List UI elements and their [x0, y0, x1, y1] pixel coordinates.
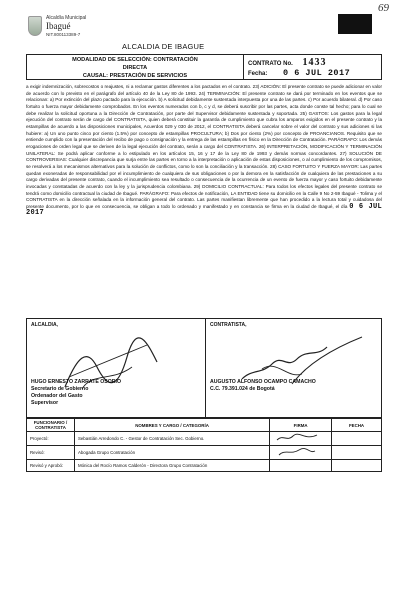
row-role: Revisó y Aprobó: — [27, 460, 75, 472]
row-signature — [270, 460, 332, 472]
header-name: NOMBRES Y CARGO / CATEGORÍA — [74, 419, 269, 432]
date-label: Fecha: — [248, 71, 268, 77]
nit-number: NIT.800113389-7 — [46, 32, 81, 37]
contractor-id: C.C. 79.391.024 de Bogotá — [210, 386, 275, 392]
row-date — [332, 460, 382, 472]
page-number: 69 — [378, 2, 389, 14]
initials-signature-icon — [273, 447, 323, 457]
approval-table — [26, 418, 382, 472]
row-role: Proyectó: — [27, 432, 75, 446]
alcaldia-title: ALCALDIA DE IBAGUE — [122, 42, 205, 51]
row-name: Sebastián Arredondo C. - Gestor de Contratación Sec. Gobierno. — [74, 432, 269, 446]
row-name: Abogada Grupo Contratación — [74, 446, 269, 460]
coat-of-arms-icon — [28, 16, 42, 36]
header-date: FECHA — [332, 419, 382, 432]
city-name: Ibagué — [46, 21, 71, 31]
quality-seal-icon — [338, 14, 372, 34]
header-signature: FIRMA — [270, 419, 332, 432]
alcaldia-signer-role-1: Secretario de Gobierno — [31, 386, 89, 392]
modality-box — [26, 54, 244, 80]
contract-clauses — [26, 84, 382, 217]
modality-line-2: DIRECTA — [122, 65, 148, 71]
alcaldia-signer-role-3: Supervisor — [31, 400, 59, 406]
municipal-logo — [26, 12, 94, 54]
modality-line-1: MODALIDAD DE SELECCIÓN: CONTRATACIÓN — [72, 57, 198, 63]
row-signature — [270, 446, 332, 460]
date-stamp: 0 6 JUL 2017 — [283, 68, 351, 78]
contractor-signature-label: CONTRATISTA, — [210, 322, 247, 328]
row-name: Mónica del Rocío Ramos Calderón - Directora Grupo Contratación — [74, 460, 269, 472]
modality-line-3: CAUSAL: PRESTACIÓN DE SERVICIOS — [82, 73, 188, 79]
table-row — [27, 446, 382, 460]
clauses-paragraph: a exigir indemnización, sobrecostos o reajustes, ni a reclamar gastos diferentes a los pactados en el contrato. 23) ADICIÓN: El presente contrato se puede adicionar en valor de acuerdo con lo previsto en el parágrafo del artículo 40 de la Ley 80 de 1993. 24) TERMINACIÓN: El presente contrato se dará por terminado en los eventos que se relacionan: a) Por extinción del plazo pactado para la ejecución. b) A solicitud debidamente sustentada interpuesta por una de las partes. c) Por acuerdo bilateral. d) Por caso fortuito o fuerza mayor debidamente comprobados. En los eventos numerados con b, c y d, se deberá suscribir por las partes, acta donde conste tal hecho; para lo cual se debe realizar la solicitud oportuna a la Dirección de Contratación, por parte del Supervisor debidamente sustentada y soportada. 25) GASTOS: Los gastos para la legal ejecución del contrato serán de cargo del CONTRATISTA, quien deberá constituir la garantía de cumplimiento que cubra los amparos exigidos en el presente contrato y la estampillas de acuerdo a las disposiciones municipales, Acuerdos 029 y 030 de 2012, el CONTRATISTA deberá cancelar sobre el valor del contrato y sus adiciones si las hubiere: a) Un uno punto cinco por ciento (1.5%) por concepto de estampillas PROCULTURA; b) Dos por ciento (2%) por concepto de PROANCIANOS. Requisito que se entiende cumplido con la presentación del recibo de pago o consignación y la entrega de las estampillas en físico en la Dirección de Contratación. PARÁGRAFO: Los demás erogaciones de orden legal que se deriven de la legal ejecución del contrato, serán a cargo del CONTRATISTA. 26) INTERPRETACIÓN, MODIFICACIÓN Y TERMINACIÓN UNILATERAL: Se podrá aplicar conforme a lo estipulado en los artículos 15, 16 y 17 de la Ley 80 de 1993 y demás normas concordantes. 27) SOLUCIÓN DE CONTROVERSIAS: Cualquier discrepancia que surja entre las partes en torno a la interpretación o aplicación de estas disposiciones, o al cumplimiento de los compromisos, se resolverá a los mecanismos alternativos para la solución de conflictos, como lo son la conciliación y la transacción. 28) CASO FORTUITO Y FUERZA MAYOR: Las partes quedan exoneradas de responsabilidad por el incumplimiento de cualquiera de sus obligaciones o por la demora en la satisfacción de cualquiera de las prestaciones a su cargo derivadas del presente contrato, cuando el incumplimiento sea resultado o consecuencia de la ocurrencia de un evento de fuerza mayor y caso fortuito debidamente invocadas y constatadas de acuerdo con la ley y la jurisprudencia colombiana. 29) DOMICILIO CONTRACTUAL: Para todos los efectos legales del presente contrato se tendrá como domicilio contractual la ciudad de Ibagué. PARÁGRAFO: Para efectos de notificación, LA ENTIDAD tiene su domicilio en la Calle 9 No 2-59 Ibagué - Tolima y el CONTRATISTA en la dirección señalada en la información general del contrato. Las partes manifiestan libremente que han procedido a la lectura total y cuidadosa del presente documento, por lo que en consecuencia, se obligan a todo lo ordenado y manifestado y en constancia se firma en la ciudad de Ibagué, el día 0 6 JUL 2017 — [26, 84, 382, 218]
document-header — [26, 12, 382, 78]
row-date — [332, 432, 382, 446]
row-signature — [270, 432, 332, 446]
approval-header-row — [27, 419, 382, 432]
alcaldia-signature-label: ALCALDIA, — [31, 322, 58, 328]
table-row — [27, 432, 382, 446]
contract-info-box — [244, 54, 382, 80]
alcaldia-signer-name: HUGO ERNESTO ZARRATE OSORIO — [31, 379, 122, 385]
contract-number: 1433 — [302, 57, 327, 68]
signature-divider — [205, 319, 206, 417]
header-role: FUNCIONARIO / CONTRATISTA — [27, 419, 75, 432]
initials-signature-icon — [273, 433, 323, 443]
closing-date-stamp: 0 6 JUL 2017 — [26, 202, 382, 218]
municipal-label: Alcaldía Municipal — [46, 15, 87, 21]
table-row — [27, 460, 382, 472]
row-date — [332, 446, 382, 460]
signature-block — [26, 318, 382, 418]
alcaldia-signer-role-2: Ordenador del Gasto — [31, 393, 83, 399]
row-role: Revisó: — [27, 446, 75, 460]
contractor-name: AUGUSTO ALFONSO OCAMPO CAMACHO — [210, 379, 316, 385]
contract-number-label: CONTRATO No. — [248, 61, 293, 67]
